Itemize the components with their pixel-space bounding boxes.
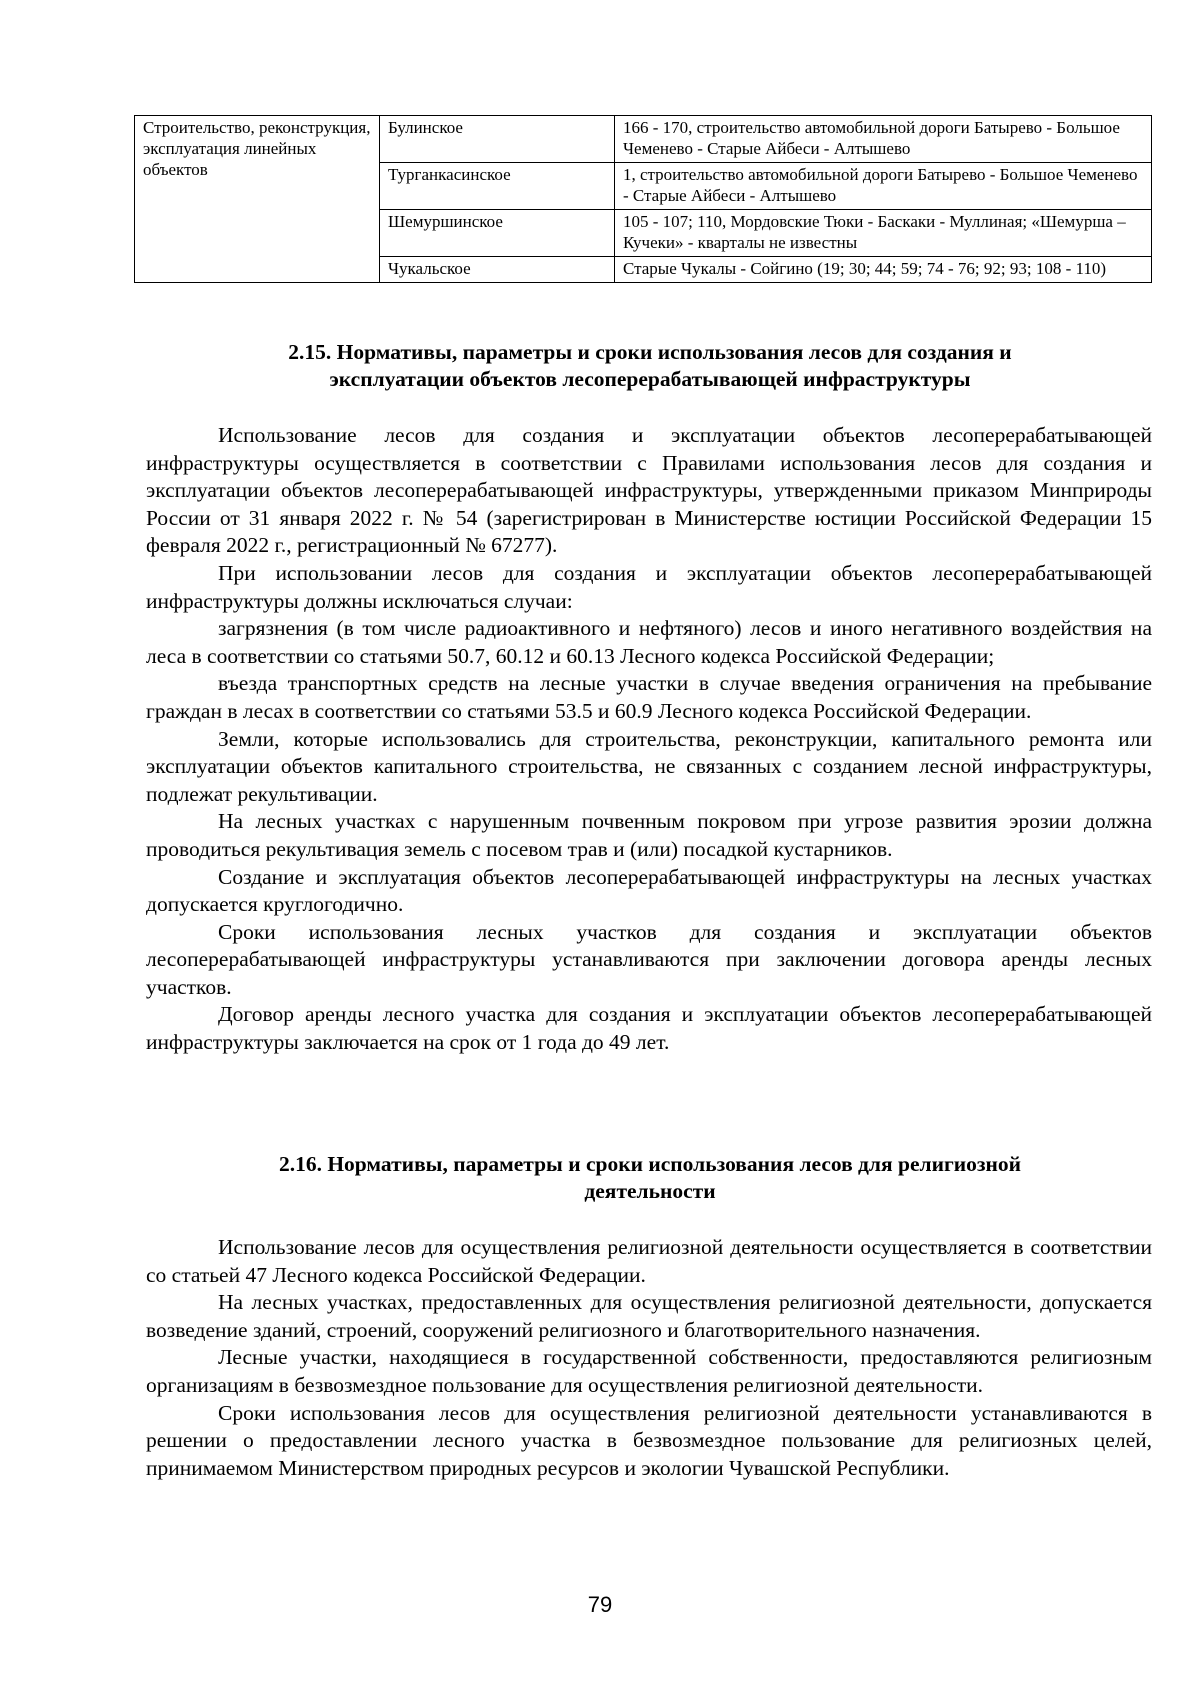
paragraph: Сроки использования лесов для осуществления религиозной деятельности устанавливаются в решении о предоставлении лесного участка в безвозмездное пользование для религиозных целей, принимаемом Министерством природных ресурсов и экологии Чувашской Республики. bbox=[146, 1400, 1152, 1480]
table-cell-description: 105 - 107; 110, Мордовские Тюки - Баскаки - Муллиная; «Шемурша – Кучеки» - кварталы не известны bbox=[615, 210, 1152, 257]
table-cell-forestry: Турганкасинское bbox=[380, 163, 615, 210]
paragraph: Договор аренды лесного участка для создания и эксплуатации объектов лесоперерабатывающей инфраструктуры заключается на срок от 1 года до 49 лет. bbox=[146, 1002, 1152, 1055]
paragraph: Лесные участки, находящиеся в государственной собственности, предоставляются религиозным организациям в безвозмездное пользование для осуществления религиозной деятельности. bbox=[146, 1345, 1152, 1397]
table-cell-description: Старые Чукалы - Сойгино (19; 30; 44; 59; 74 - 76; 92; 93; 108 - 110) bbox=[615, 257, 1152, 283]
paragraph: На лесных участках, предоставленных для осуществления религиозной деятельности, допускается возведение зданий, строений, сооружений религиозного и благотворительного назначения. bbox=[146, 1290, 1152, 1342]
table-cell-description: 1, строительство автомобильной дороги Батырево - Большое Чеменево - Старые Айбеси - Алтышево bbox=[615, 163, 1152, 210]
page-number: 79 bbox=[587, 1592, 613, 1617]
paragraph: Использование лесов для создания и эксплуатации объектов лесоперерабатывающей инфраструктуры осуществляется в соответствии с Правилами использования лесов для создания и эксплуатации объектов лесоперерабатывающей инфраструктуры, утвержденными приказом Минприроды России от 31 января 2022 г. № 54 (зарегистрирован в Министерстве юстиции Российской Федерации 15 февраля 2022 г., регистрационный № 67277). bbox=[146, 423, 1152, 558]
section-2-15-heading bbox=[150, 339, 1150, 393]
table-row bbox=[135, 116, 1152, 163]
section-2-16-heading bbox=[150, 1151, 1150, 1205]
heading-line: 2.15. Нормативы, параметры и сроки использования лесов для создания и bbox=[288, 340, 1012, 364]
paragraph: Земли, которые использовались для строительства, реконструкции, капитального ремонта или эксплуатации объектов капитального строительства, не связанных с созданием лесной инфраструктуры, подлежат рекультивации. bbox=[146, 726, 1152, 806]
table-cell-forestry: Булинское bbox=[380, 116, 615, 163]
table-cell-forestry: Чукальское bbox=[380, 257, 615, 283]
paragraph: Создание и эксплуатация объектов лесоперерабатывающей инфраструктуры на лесных участках допускается круглогодично. bbox=[146, 864, 1152, 917]
table-cell-forestry: Шемуршинское bbox=[380, 210, 615, 257]
heading-line: 2.16. Нормативы, параметры и сроки использования лесов для религиозной bbox=[278, 1152, 1022, 1176]
heading-line: деятельности bbox=[584, 1179, 716, 1203]
heading-line: эксплуатации объектов лесоперерабатывающей инфраструктуры bbox=[329, 367, 971, 391]
paragraph: Использование лесов для осуществления религиозной деятельности осуществляется в соответствии со статьей 47 Лесного кодекса Российской Федерации. bbox=[146, 1235, 1152, 1287]
table-cell-description: 166 - 170, строительство автомобильной дороги Батырево - Большое Чеменево - Старые Айбеси - Алтышево bbox=[615, 116, 1152, 163]
paragraph: Сроки использования лесных участков для создания и эксплуатации объектов лесоперерабатывающей инфраструктуры устанавливаются при заключении договора аренды лесных участков. bbox=[146, 919, 1152, 999]
table-cell-purpose: Строительство, реконструкция, эксплуатация линейных объектов bbox=[135, 116, 380, 283]
paragraph: На лесных участках с нарушенным почвенным покровом при угрозе развития эрозии должна проводиться рекультивация земель с посевом трав и (или) посадкой кустарников. bbox=[146, 809, 1152, 861]
forest-use-table bbox=[134, 115, 1152, 283]
section-2-15-body bbox=[146, 422, 1152, 1057]
section-2-16-body bbox=[146, 1234, 1152, 1482]
paragraph: загрязнения (в том числе радиоактивного и нефтяного) лесов и иного негативного воздействия на леса в соответствии со статьями 50.7, 60.12 и 60.13 Лесного кодекса Российской Федерации; bbox=[146, 616, 1152, 668]
paragraph: При использовании лесов для создания и эксплуатации объектов лесоперерабатывающей инфраструктуры должны исключаться случаи: bbox=[146, 560, 1152, 613]
paragraph: въезда транспортных средств на лесные участки в случае введения ограничения на пребывание граждан в лесах в соответствии со статьями 53.5 и 60.9 Лесного кодекса Российской Федерации. bbox=[146, 671, 1152, 723]
